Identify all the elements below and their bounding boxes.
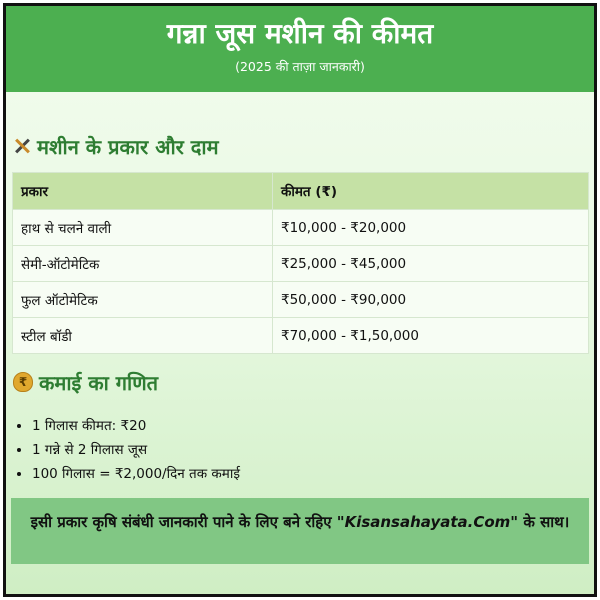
- machine-type-cell: हाथ से चलने वाली: [13, 210, 273, 246]
- tools-icon: [13, 137, 31, 155]
- table-header-row: [13, 173, 589, 210]
- section-machine-types: [13, 132, 594, 160]
- list-item: • 1 गन्ने से 2 गिलास जूस: [32, 438, 594, 462]
- list-item: • 100 गिलास = ₹2,000/दिन तक कमाई: [32, 462, 594, 486]
- machine-type-cell: सेमी-ऑटोमेटिक: [13, 246, 273, 282]
- table-row: [13, 246, 589, 282]
- machine-type-cell: स्टील बॉडी: [13, 318, 273, 354]
- page-title: गन्ना जूस मशीन की कीमत: [166, 17, 434, 50]
- footer-banner: [11, 498, 589, 564]
- machine-type-cell: फुल ऑटोमेटिक: [13, 282, 273, 318]
- earnings-list: [32, 414, 594, 486]
- price-table: [12, 172, 589, 354]
- section-earnings-title: कमाई का गणित: [39, 370, 159, 395]
- section-machine-types-title: मशीन के प्रकार और दाम: [37, 134, 219, 159]
- header-banner: [6, 6, 594, 92]
- money-bag-icon: ₹: [13, 372, 33, 392]
- column-header-type: प्रकार: [13, 173, 273, 210]
- infographic-card: [3, 3, 597, 597]
- column-header-price: कीमत (₹): [273, 173, 589, 210]
- price-cell: ₹50,000 - ₹90,000: [273, 282, 589, 318]
- table-row: [13, 210, 589, 246]
- table-row: [13, 318, 589, 354]
- list-item: • 1 गिलास कीमत: ₹20: [32, 414, 594, 438]
- footer-text-end: के साथ।: [518, 513, 570, 531]
- price-cell: ₹10,000 - ₹20,000: [273, 210, 589, 246]
- table-row: [13, 282, 589, 318]
- page-subtitle: (2025 की ताज़ा जानकारी): [235, 59, 365, 74]
- price-cell: ₹25,000 - ₹45,000: [273, 246, 589, 282]
- footer-text: इसी प्रकार कृषि संबंधी जानकारी पाने के लिए बने रहिए: [30, 513, 337, 531]
- price-cell: ₹70,000 - ₹1,50,000: [273, 318, 589, 354]
- section-earnings: [13, 368, 594, 396]
- brand-name: "Kisansahayata.Com": [336, 513, 519, 531]
